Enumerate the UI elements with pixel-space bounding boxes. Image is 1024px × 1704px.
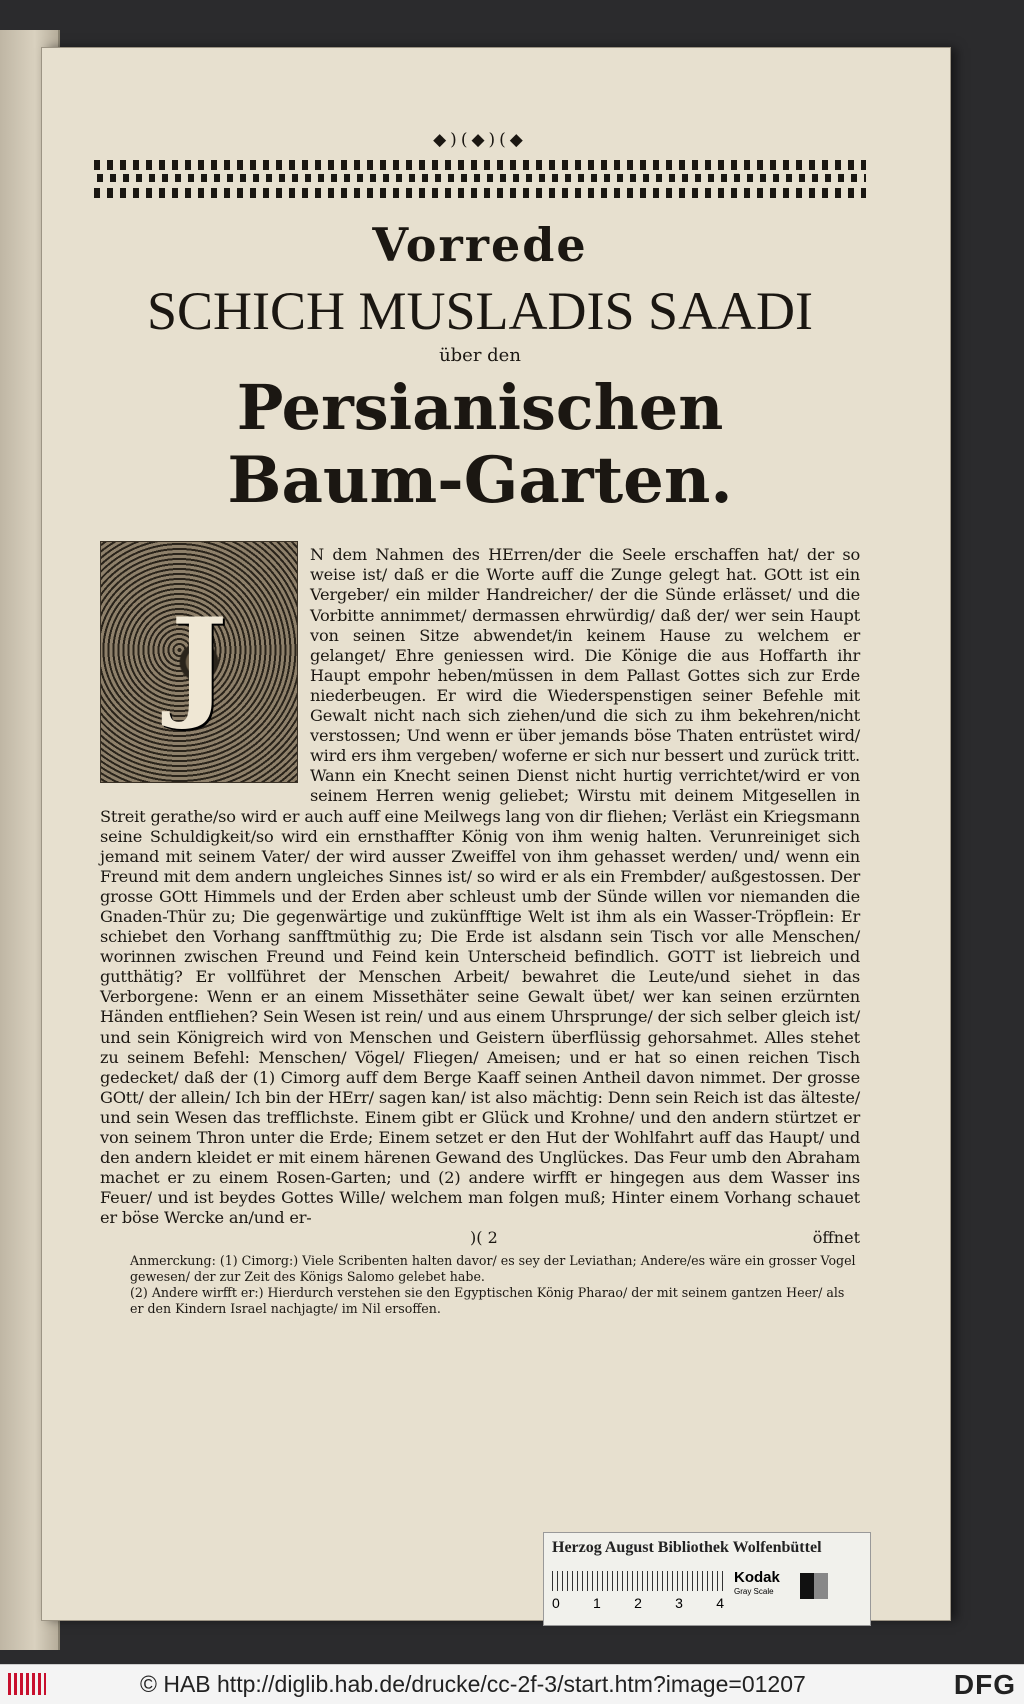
footnote-1: Anmerckung: (1) Cimorg:) Viele Scribenten halten davor/ es sey der Leviathan; Andere/es wäre ein grosser Vogel gewesen/ der zur Zeit des Königs Salomo gelebet habe. [130, 1253, 856, 1285]
scale-ruler [552, 1571, 724, 1591]
hab-logo-icon [8, 1673, 46, 1695]
decorated-initial: J [100, 541, 298, 783]
footer-bar [0, 1664, 1024, 1704]
kodak-brand: Kodak [734, 1569, 780, 1586]
dfg-logo: DFG [953, 1669, 1016, 1700]
signature-line [470, 1228, 860, 1247]
body-section [100, 545, 860, 1228]
ruler-number: 1 [593, 1595, 601, 1611]
black-patch [800, 1573, 814, 1599]
ruler-number: 2 [634, 1595, 642, 1611]
title-author: SCHICH MUSLADIS SAADI [146, 281, 814, 341]
footer-url[interactable]: © HAB http://diglib.hab.de/drucke/cc-2f-3/start.htm?image=01207 [140, 1671, 806, 1697]
title-ueber-den: über den [439, 345, 521, 367]
body-text: N dem Nahmen des HErren/der die Seele erschaffen hat/ der so weise ist/ daß er die Worte auff die Zunge gelegt hat. GOtt ist ein Vergeber/ ein milder Handreicher/ der die Sünde erlässet/ und die Vorbitte annimmet/ dermassen ehrwürdig/ daß der/ wer sein Haupt von seinen Sitze abwendet/in keinem Hause zu welchem er gelanget/ Ehre geniessen wird. Die Könige die aus Hoffarth ihr Haupt empohr heben/müssen in dem Pallast Gottes sich zur Erde niederbeugen. Er wird die Wiederspenstigen seiner Befehle mit Gewalt nicht nach sich ziehen/und die sich zu ihm bekehren/nicht verstossen; Und wenn er über jemands böse Thaten entrüstet wird/ wird ers ihm vergeben/ woferne er sich nur bessert und zurück tritt. Wann ein Knecht seinen Dienst nicht hurtig verrichtet/wird er von seinem Herren wenig geliebet; Wirstu mit deinem Mitgesellen in Streit gerathe/so wird er auch auff eine Meilwegs lang von dir fliehen; Verläst ein Kriegsmann seine Schuldigkeit/so wird ein ernsthaffter König von ihm wenig halten. Verunreiniget sich jemand mit seinem Vater/ der wird ausser Zweiffel von ihm gehasset werden/ und/ wenn ein Freund mit dem andern ungleiches Sinnes ist/ so wird er als ein Frembder/ außgestossen. Der grosse GOtt Himmels und der Erden aber schleust umb der Sünde willen vor niemanden die Gnaden-Thür zu; Die gegenwärtige und zukünfftige Welt ist ihm als ein Wasser-Tröpflein: Er schiebet den Vorhang sanfftmüthig zu; Die Erde ist alsdann sein Tisch vor alle Menschen/ worinnen zwischen Freund und Feind kein Unterscheid befindlich. GOTT ist liebreich und gutthätig? Er vollführet der Menschen Arbeit/ bewahret die Leute/und siehet in das Verborgene: Wenn er an einem Missethäter seine Gewalt übet/ wer kan seinen erzürnten Händen entfliehen? Sein Wesen ist rein/ und aus einem Uhrsprunge/ der sich selber gleich ist/ und sein Königreich wird von Menschen und Geistern überflüssig gehorsahmet. Alles stehet zu seinem Befehl: Menschen/ Vögel/ Fliegen/ Ameisen; und er hat so einen reichen Tisch gedecket/ daß der (1) Cimorg auff dem Berge Kaaff seinen Antheil davon nimmet. Der grosse GOtt/ der allein/ Ich bin der HErr/ sagen kan/ ist also mächtig: Denn sein Reich ist das älteste/ und sein Wesen das trefflichste. Einem gibt er Glück und Krohne/ und den andern stürtzet er von seinem Thron unter die Erde; Einem setzet er den Hut der Wohlfahrt auff das Haupt/ und den andern kleidet er mit einem härenen Gewand des Unglückes. Das Feur umb den Abraham machet er zu einem Rosen-Garten; und (2) andere wirfft er hingegen aus dem Wasser ins Feuer/ und ist beydes Gottes Wille/ welchem man folgen muß; Hinter einem Vorhang schauet er böse Wercke an/und er- [100, 545, 860, 1228]
ruler-number: 3 [675, 1595, 683, 1611]
title-vorrede: Vorrede [372, 218, 588, 272]
head-ornament-mark: ◆)(◆)(◆ [433, 130, 527, 150]
page-content [100, 130, 860, 1317]
ruler-number: 4 [716, 1595, 724, 1611]
footnote-2: (2) Andere wirfft er:) Hierdurch verstehen sie den Egyptischen König Pharao/ der mit seinem gantzen Heer/ als er den Kindern Israel nachjagte/ im Nil ersoffen. [130, 1285, 845, 1317]
title-persianischen: Persianischen [236, 371, 724, 445]
title-baum-garten: Baum-Garten. [227, 442, 733, 518]
calibration-card [543, 1532, 871, 1626]
book-page [42, 48, 950, 1620]
ruler-number: 0 [552, 1595, 560, 1611]
footnotes [130, 1253, 860, 1317]
gray-scale-label: Gray Scale [734, 1587, 774, 1596]
signature-mark: )( 2 [470, 1228, 498, 1248]
library-label: Herzog August Bibliothek Wolfenbüttel [552, 1539, 822, 1556]
ornamental-border [94, 154, 866, 206]
catchword: öffnet [812, 1228, 860, 1248]
gray-patch [814, 1573, 828, 1599]
ruler-numbers [552, 1595, 724, 1611]
